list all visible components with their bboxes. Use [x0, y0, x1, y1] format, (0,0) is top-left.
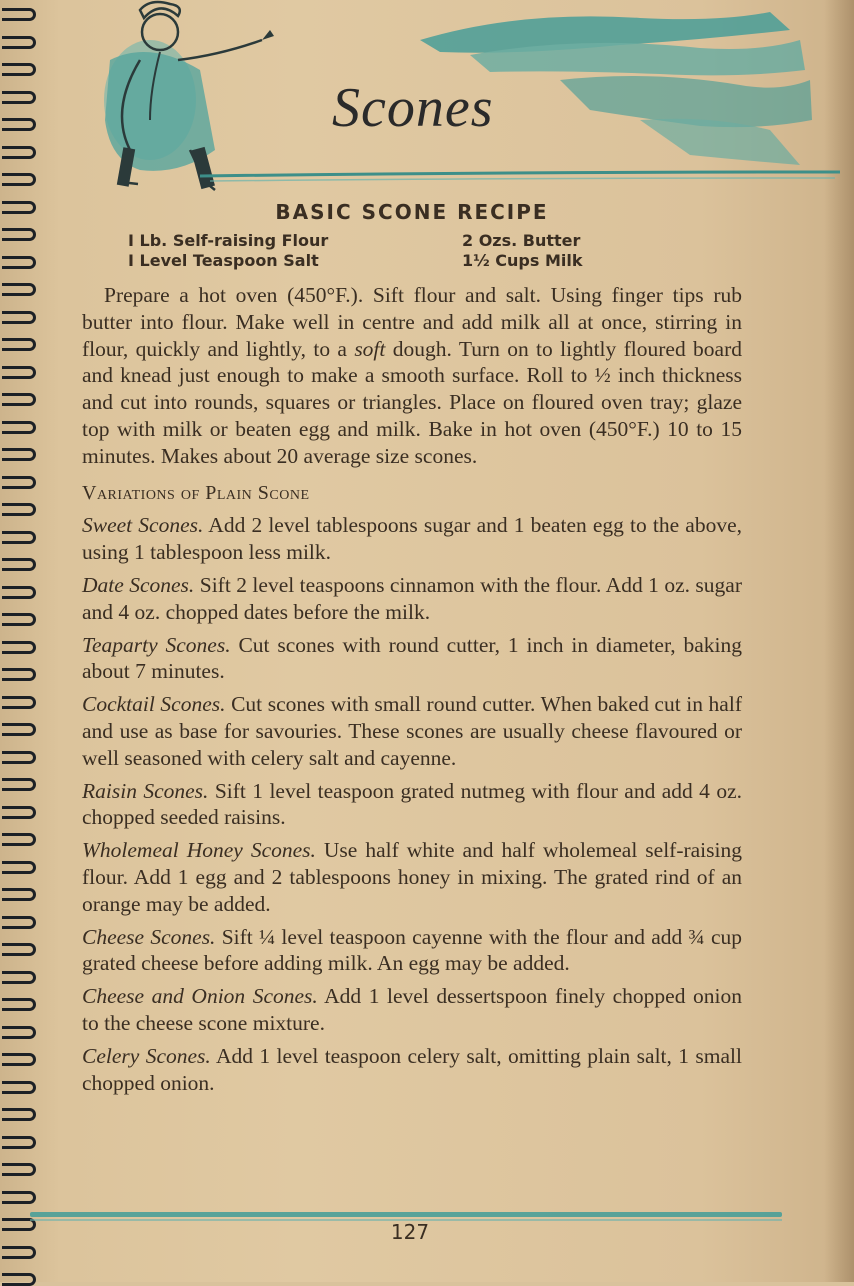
spiral-ring — [2, 1163, 36, 1176]
variation-text: Sift 2 level teaspoons cinnamon with the flour. Add 1 oz. sugar and 4 oz. chopped dates before the milk. — [82, 572, 742, 624]
spiral-ring — [2, 778, 36, 791]
spiral-ring — [2, 696, 36, 709]
method-text: Prepare a hot oven (450°F.). Sift flour and salt. Using finger tips rub butter into flour. Make well in centre and add milk all at once, stirring in flour, quickly and lightly, to a — [82, 283, 742, 361]
spiral-ring — [2, 1246, 36, 1259]
spiral-ring — [2, 586, 36, 599]
spiral-ring — [2, 421, 36, 434]
variation-item — [82, 512, 742, 566]
spiral-ring — [2, 1026, 36, 1039]
variation-item — [82, 1043, 742, 1097]
spiral-ring — [2, 558, 36, 571]
ingredient-item: I Level Teaspoon Salt — [128, 251, 319, 270]
variation-item — [82, 632, 742, 686]
variation-text: Add 2 level tablespoons sugar and 1 beaten egg to the above, using 1 tablespoon less milk. — [82, 513, 742, 565]
chef-illustration — [104, 2, 274, 190]
variation-name: Cheese Scones. — [82, 924, 216, 949]
spiral-ring — [2, 641, 36, 654]
spiral-ring — [2, 503, 36, 516]
variation-item — [82, 778, 742, 832]
spiral-ring — [2, 806, 36, 819]
variation-name: Teaparty Scones. — [82, 632, 231, 657]
spiral-ring — [2, 311, 36, 324]
variation-name: Celery Scones. — [82, 1043, 211, 1068]
variation-text: Sift ¼ level teaspoon cayenne with the flour and add ¾ cup grated cheese before adding milk. An egg may be added. — [82, 924, 742, 976]
variation-text: Sift 1 level teaspoon grated nutmeg with flour and add 4 oz. chopped seeded raisins. — [82, 778, 743, 830]
spiral-ring — [2, 201, 36, 214]
ingredient-item: I Lb. Self-raising Flour — [128, 231, 329, 250]
variation-name: Raisin Scones. — [82, 778, 209, 803]
footer-rule — [30, 1212, 782, 1217]
variation-name: Cheese and Onion Scones. — [82, 984, 318, 1009]
spiral-ring — [2, 751, 36, 764]
spiral-ring — [2, 833, 36, 846]
spiral-ring — [2, 1191, 36, 1204]
variation-text: Cut scones with small round cutter. When baked cut in half and use as base for savouries. These scones are usually cheese flavoured or well seasoned with celery salt and cayenne. — [82, 692, 742, 770]
spiral-ring — [2, 971, 36, 984]
header-rule — [200, 172, 840, 176]
variation-text: Use half white and half wholemeal self-raising flour. Add 1 egg and 2 tablespoons honey in mixing. The grated rind of an orange may be added. — [82, 838, 742, 916]
method-paragraph — [82, 282, 742, 470]
page-number: 127 — [390, 1220, 430, 1244]
spiral-ring — [2, 1053, 36, 1066]
spiral-ring — [2, 256, 36, 269]
recipe-body — [82, 282, 742, 1096]
spiral-ring — [2, 613, 36, 626]
spiral-ring — [2, 943, 36, 956]
ingredient-item: 1½ Cups Milk — [462, 251, 583, 270]
variation-item — [82, 924, 742, 978]
spiral-ring — [2, 448, 36, 461]
variation-name: Cocktail Scones. — [82, 692, 226, 717]
variation-item — [82, 837, 742, 917]
spiral-ring — [2, 531, 36, 544]
variation-text: Cut scones with round cutter, 1 inch in diameter, baking about 7 minutes. — [82, 632, 742, 684]
spiral-ring — [2, 366, 36, 379]
spiral-ring — [2, 916, 36, 929]
spiral-ring — [2, 668, 36, 681]
variation-name: Date Scones. — [82, 572, 195, 597]
variation-name: Sweet Scones. — [82, 513, 204, 538]
spiral-ring — [2, 393, 36, 406]
spiral-ring — [2, 228, 36, 241]
spiral-ring — [2, 998, 36, 1011]
spiral-ring — [2, 1136, 36, 1149]
spiral-ring — [2, 1108, 36, 1121]
recipe-heading: BASIC SCONE RECIPE — [275, 200, 549, 224]
method-emphasis: soft — [354, 336, 386, 361]
spiral-ring — [2, 723, 36, 736]
method-text: dough. Turn on to lightly floured board and knead just enough to make a smooth surface. Roll to ½ inch thickness and cut into rounds, squares or triangles. Place on floured oven tray; glaze top with milk or beaten egg and milk. Bake in hot oven (450°F.) 10 to 15 minutes. Makes about 20 average size scones. — [82, 336, 742, 468]
page-title: Scones — [332, 77, 494, 139]
variation-item — [82, 691, 742, 771]
spiral-ring — [2, 338, 36, 351]
variation-item — [82, 983, 742, 1037]
ingredient-item: 2 Ozs. Butter — [462, 231, 581, 250]
variation-text: Add 1 level teaspoon celery salt, omitting plain salt, 1 small chopped onion. — [82, 1043, 742, 1095]
variations-heading: Variations of Plain Scone — [82, 481, 310, 504]
variation-name: Wholemeal Honey Scones. — [82, 838, 316, 863]
variation-text: Add 1 level dessertspoon finely chopped onion to the cheese scone mixture. — [82, 984, 742, 1035]
spiral-ring — [2, 283, 36, 296]
spiral-ring — [2, 1273, 36, 1286]
spiral-ring — [2, 1081, 36, 1094]
spiral-ring — [2, 861, 36, 874]
spiral-ring — [2, 476, 36, 489]
variation-item — [82, 572, 742, 626]
spiral-ring — [2, 888, 36, 901]
